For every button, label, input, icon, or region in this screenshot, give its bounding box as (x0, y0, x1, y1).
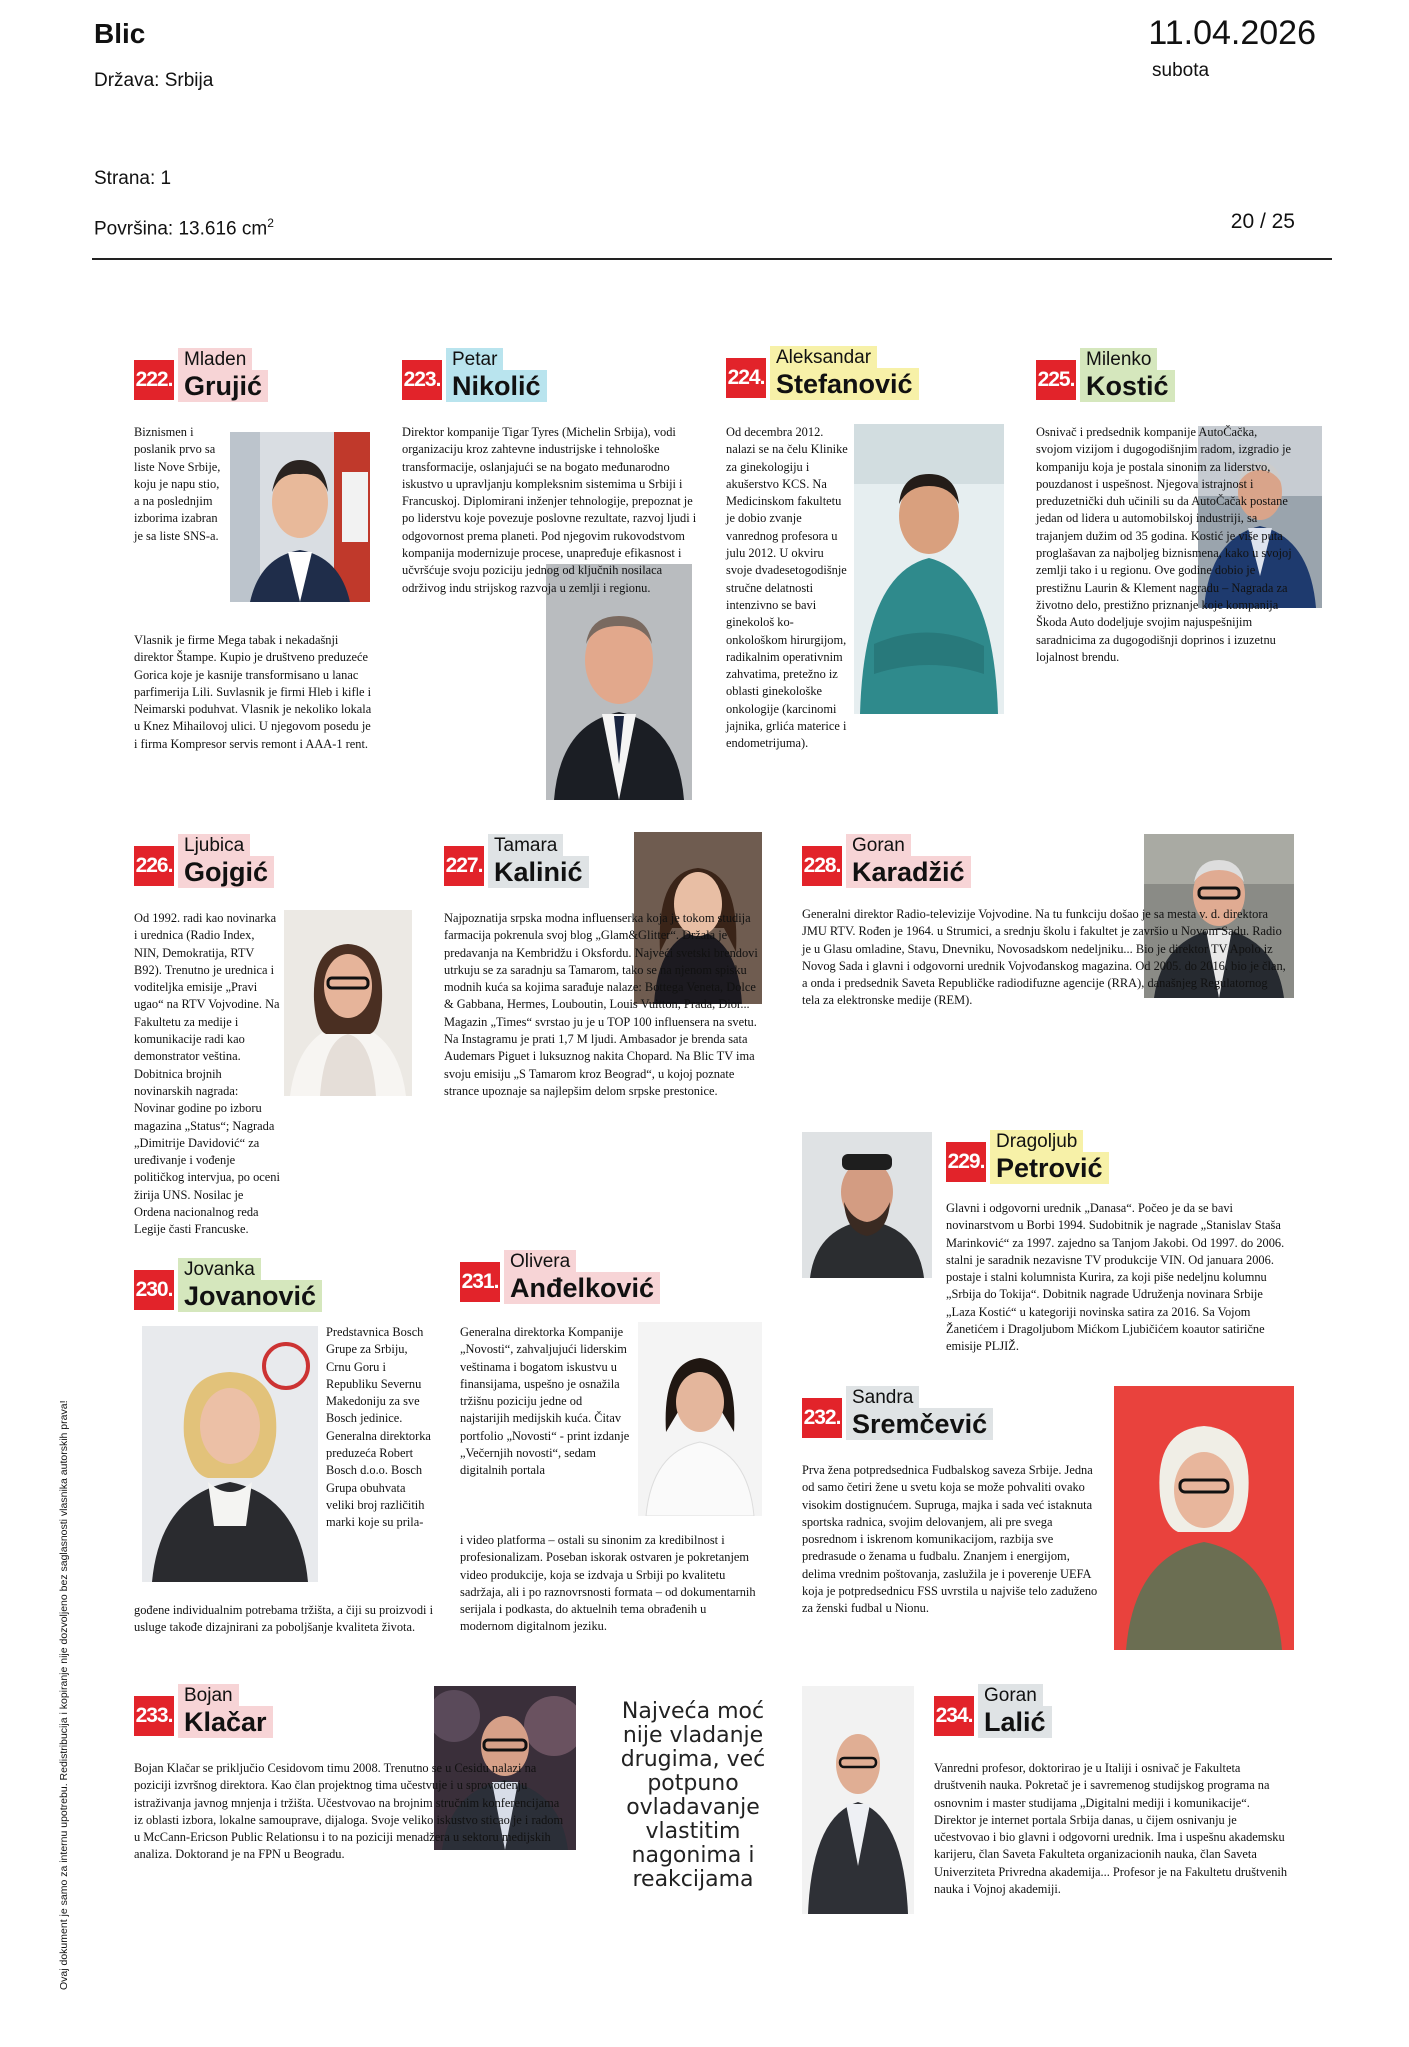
profile-228-bio: Generalni direktor Radio-televizije Vojvodine. Na tu funkciju došao je sa mesta v. d. direktora JMU RTV. Rođen je 1964. u Strumici, a srednju školu i fakultet je završio u Novom Sadu. Radio je u Glasu omladine, Stavu, Dnevniku, Novosadskom nedeljniku... Bio je direktor TV Apolo iz Novog Sada i glavni i odgovorni urednik Vojvođanskog magazina. Od 2005. do 2016. bio je član, a onda i predsednik Saveta Republičke radiodifuzne agencije (RRA), današnjeg Regulatornog tela za elektronske medije (REM). (802, 907, 1286, 1008)
country-label: Država: Srbija (94, 70, 214, 91)
photo-petrovic (802, 1132, 932, 1278)
rank-number: 227. (444, 846, 484, 886)
first-name: Milenko (1080, 348, 1157, 372)
rank-number: 222. (134, 360, 174, 400)
photo-gojgic (284, 910, 412, 1096)
first-name: Goran (978, 1684, 1043, 1708)
issue-date: 11.04.2026 (1148, 14, 1316, 52)
rank-number: 228. (802, 846, 842, 886)
first-name: Mladen (178, 348, 252, 372)
publication-name: Blic (94, 18, 146, 49)
last-name: Lalić (978, 1706, 1052, 1738)
photo-stefanovic (854, 424, 1004, 714)
first-name: Aleksandar (770, 346, 877, 370)
profile-227-bio: Najpoznatija srpska modna influenserka koja je tokom studija farmacija pokrenula svoj blog „Glam&Glitter“. Držala je predavanja na Kembridžu i Oksfordu. Najveći svetski brendovi utrkuju se za saradnju sa Tamarom, tako se na njenom spisku modnih kuća sa kojima sarađuje nalaze: Bottega Veneta, Dolce & Gabbana, Hermes, Louboutin, Louis Vuitton, Prada, Dior... Magazin „Times“ svrstao ju je u TOP 100 influensera na svetu. Na Instagramu je prati 1,7 M ljudi. Ambasador je brenda sata Audemars Piguet i luksuznog nakita Chopard. Na Blic TV ima svoju emisiju „S Tamarom kroz Beograd“, u kojoj poznate strance upoznaje sa najlepšim delom srpske prestonice. (444, 911, 758, 1098)
rank-number: 225. (1036, 360, 1076, 400)
photo-lalic (802, 1686, 914, 1914)
rank-number: 224. (726, 358, 766, 398)
first-name: Ljubica (178, 834, 250, 858)
weekday: subota (1152, 60, 1210, 81)
profile-225-bio: Osnivač i predsednik kompanije AutoČačka, svojom vizijom i dugogodišnjim radom, izgradio je kompaniju koja je postala sinonim za liderstvo, pouzdanost i uspešnost. Njegova istrajnost i preduzetnički duh učinili su da AutoČačak postane jedan od lidera u automobilskoj industriji, sa trajanjem dužim od 35 godina. Kostić je više puta proglašavan za najboljeg biznismena, kako u svojoj zemlji tako i u regionu. Ove godine dobio je prestižnu Laurin & Klement nagradu – Nagrada za životno delo, prestižno priznanje koje kompanija Škoda Auto dodeljuje svojim najuspešnijim saradnicima za dugogodišnji doprinos i izuzetnu lojalnost brendu. (1036, 425, 1292, 664)
profile-222-bio: Vlasnik je firme Mega tabak i nekadašnji direktor Štampe. Kupio je društveno preduzeće Gorica koje je kasnije transformisano u lanac parfimerija Lili. Suvlasnik je firmi Hleb i kifle i Neimarski poduhvat. Vlasnik je nekoliko lokala u Knez Mihailovoj ulici. U njegovom posedu je i firma Kompresor servis remont i AAA-1 rent. (134, 633, 372, 751)
profile-230-bio-wrap: Predstavnica Bosch Grupe za Srbiju, Crnu Goru i Republiku Severnu Makedoniju za sve Bosch jedinice. Generalna direktorka preduzeća Robert Bosch d.o.o. Bosch Grupa obuhvata veliki broj različitih marki koje su prila- (326, 1325, 431, 1530)
header-divider (92, 258, 1332, 260)
first-name: Olivera (504, 1250, 576, 1274)
photo-jovanovic (142, 1326, 318, 1582)
profile-231-bio: i video platforma – ostali su sinonim za kredibilnost i profesionalizam. Poseban iskorak ostvaren je pokretanjem video produkcije, koja se izdvaja u Srbiji po kvalitetu sadržaja, ali i po raznovrsnosti formata – od dokumentarnih serijala i podkasta, do aktuelnih tema obrađenih u modernom digitalnom jeziku. (460, 1533, 756, 1634)
profile-232-bio: Prva žena potpredsednica Fudbalskog saveza Srbije. Jedna od samo četiri žene u svetu koja se može pohvaliti ovako visokim dostignućem. Supruga, majka i sada već istaknuta sportska radnica, svojim delovanjem, ali pre svega posrednom i iskrenom komunikacijom, razbija sve predrasude o ženama u fudbalu. Znanjem i energijom, delima vrednim poštovanja, zaslužila je i poverenje UEFA koja je potpredsednicu FSS uvrstila u najviše telo zaduženo za ženski fudbal u Nionu. (802, 1463, 1098, 1616)
profile-222-bio-wrap: Biznismen i poslanik prvo sa liste Nove Srbije, koju je napu stio, a na poslednjim izborima izabran je sa liste SNS-a. (134, 425, 221, 543)
last-name: Jovanović (178, 1280, 322, 1312)
first-name: Petar (446, 348, 503, 372)
profile-233-bio: Bojan Klačar se priključio Cesidovom timu 2008. Trenutno se u Cesidu nalazi na poziciji izvršnog direktora. Kao član projektnog tima učestvuje i u sprovođenju istraživanja javnog mnjenja i tržišta. Učestvovao na brojnim stručnim konferencijama iz oblasti izbora, lokalne samouprave, dijaloga. Svoje veliko iskustvo sticao je i radom u McCann-Ericson Public Relationsu i to na poziciji menadžera u sektoru medijskih analiza. Doktorand je na FPN u Beogradu. (134, 1761, 564, 1862)
profile-230-bio: gođene individualnim potrebama tržišta, a čiji su proizvodi i usluge takođe dizajnirani za poboljšanje kvaliteta života. (134, 1603, 434, 1635)
rank-number: 226. (134, 846, 174, 886)
last-name: Kostić (1080, 370, 1175, 402)
rank-number: 230. (134, 1270, 174, 1310)
first-name: Tamara (488, 834, 563, 858)
first-name: Bojan (178, 1684, 239, 1708)
profile-234-bio: Vanredni profesor, doktorirao je u Italiji i osnivač je Fakulteta društvenih nauka. Pokretač je i savremenog studijskog programa na osnovnim i master studijama „Digitalni mediji i komunikacije“. Direktor je internet portala Srbija danas, u čijem osnivanju je učestvovao i bio glavni i odgovorni urednik. Ima i uspešnu akademsku karijeru, član Saveta Fakulteta organizacionih nauka, član Saveta Univerziteta Privredna akademija... Profesor je na Fakultetu društvenih nauka i Vojnoj akademiji. (934, 1761, 1288, 1897)
pull-quote: Najveća moć nije vladanje drugima, već potpuno ovladavanje vlastitim nagonima i reakcijama (620, 1699, 766, 1892)
first-name: Goran (846, 834, 911, 858)
rank-number: 234. (934, 1696, 974, 1736)
first-name: Sandra (846, 1386, 919, 1410)
last-name: Sremčević (846, 1408, 993, 1440)
rank-number: 229. (946, 1142, 986, 1182)
page-counter: 20 / 25 (1230, 210, 1295, 233)
area-label: Površina: 13.616 $cm^2$ (94, 216, 274, 240)
profile-224-bio: Od decembra 2012. nalazi se na čelu Klinike za ginekologiju i akušerstvo KCS. Na Medicinskom fakultetu je dobio zvanje vanrednog profesora u julu 2012. U okviru svoje dvadesetogodišnje stručne delatnosti intenzivno se bavi ginekološ ko-onkološkom hirurgijom, radikalnim operativnim zahvatima, pretežno iz oblasti ginekološke onkologije (karcinomi jajnika, grlića materice i endometrijuma). (726, 425, 848, 751)
rank-number: 233. (134, 1696, 174, 1736)
last-name: Anđelković (504, 1272, 660, 1304)
photo-andjelkovic (638, 1322, 762, 1516)
last-name: Grujić (178, 370, 268, 402)
photo-sremcevic (1114, 1386, 1294, 1650)
last-name: Gojgić (178, 856, 274, 888)
last-name: Karadžić (846, 856, 971, 888)
last-name: Stefanović (770, 368, 919, 400)
photo-grujic (230, 432, 370, 602)
profile-231-bio-wrap: Generalna direktorka Kompanije „Novosti“, zahvaljujući liderskim veštinama i bogatom iskustvu u finansijama, uspešno je osnažila tržišnu poziciju jedne od najstarijih medijskih kuća. Čitav portfolio „Novosti“ - print izdanje „Večernjih novosti“, sedam digitalnih portala (460, 1325, 630, 1478)
last-name: Petrović (990, 1152, 1109, 1184)
profile-229-bio: Glavni i odgovorni urednik „Danasa“. Počeo je da se bavi novinarstvom u Borbi 1994. Sudobitnik je nagrade „Stanislav Staša Marinković“ za 1997. zajedno sa Tanjom Jakobi. Od 1997. do 2006. stalni je saradnik nezavisne TV produkcije VIN. Od januara 2006. postaje i stalni kolumnista Kurira, za koji piše nedeljnu kolumnu „Srbija do Tokija“. Dobitnik nagrade Udruženja novinara Srbije „Laza Kostić“ u kategoriji novinska satira za 2016. Sa Vojom Žanetićem i Dragoljubom Mićkom Ljubičićem koautor satirične emisije PLJIŽ. (946, 1201, 1285, 1354)
last-name: Klačar (178, 1706, 273, 1738)
last-name: Kalinić (488, 856, 589, 888)
photo-nikolic (546, 564, 692, 800)
last-name: Nikolić (446, 370, 547, 402)
rank-number: 223. (402, 360, 442, 400)
first-name: Dragoljub (990, 1130, 1083, 1154)
rank-number: 232. (802, 1398, 842, 1438)
profile-223-bio: Direktor kompanije Tigar Tyres (Michelin Srbija), vodi organizaciju kroz zahtevne industrijske i tehnološke transformacije, oslanjajući se na bogato međunarodno iskustvo u upravljanju kompleksnim sistemima u Srbiji i Francuskoj. Diplomirani inženjer tehnologije, prepoznat je po liderstvu koje povezuje poslovne rezultate, razvoj ljudi i odgovornost prema planeti. Pod njegovim rukovodstvom kompanija modernizuje procese, unapređuje efikasnost i učvršćuje svoju poziciju jednog od ključnih nosilaca održivog indu strijskog razvoja u zemlji i regionu. (402, 425, 697, 595)
profile-226-bio: Od 1992. radi kao novinarka i urednica (Radio Index, NIN, Demokratija, RTV B92). Trenutno je urednica i voditeljka emisije „Pravi ugao“ na RTV Vojvodine. Na Fakultetu za medije i komunikacije radi kao demonstrator veština. Dobitnica brojnih novinarskih nagrada: Novinar godine po izboru magazina „Status“; Nagrada „Dimitrije Davidović“ za uređivanje i vođenje političkog intervjua, po oceni žirija UNS. Nosilac je Ordena nacionalnog reda Legije časti Francuske. (134, 911, 280, 1237)
rank-number: 231. (460, 1262, 500, 1302)
copyright-side-note: Ovaj dokument je samo za internu upotrebu. Redistribucija i kopiranje nije dozvoljeno bez saglasnosti vlasnika autorskih prava! (58, 1400, 70, 1990)
page-label: Strana: 1 (94, 168, 172, 189)
first-name: Jovanka (178, 1258, 261, 1282)
